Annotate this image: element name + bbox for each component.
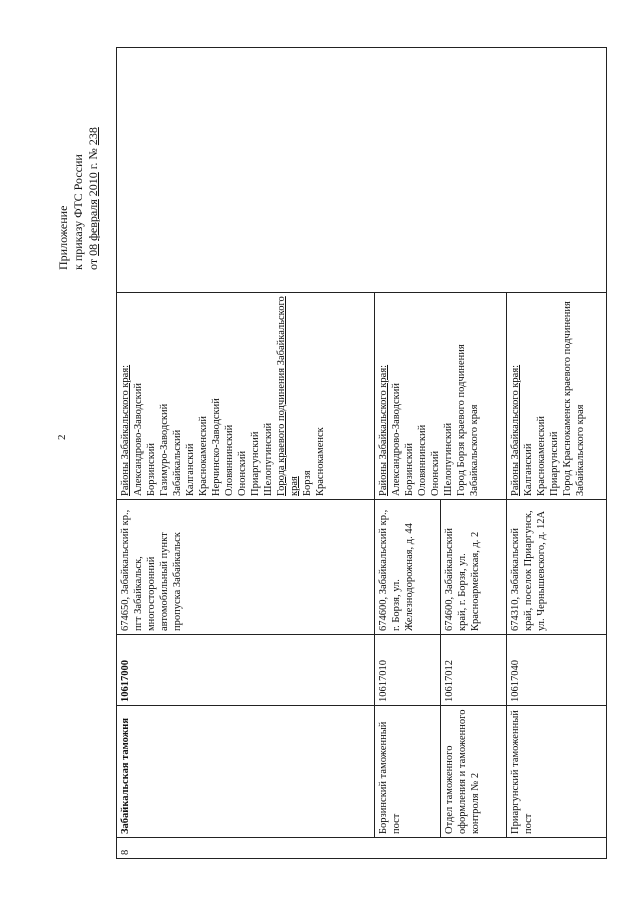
district-item: Приаргунский	[548, 431, 560, 496]
district-item: Ононский	[237, 450, 248, 496]
customs-address: 674650, Забайкальский кр., пгт Забайкальск, многосторонний автомобильный пункт пропуска Забайкальск	[117, 500, 375, 635]
district-item: Нерчинско-Заводский	[211, 398, 222, 496]
district-item: Оловяннинский	[416, 424, 428, 496]
customs-table-wrapper	[116, 47, 607, 859]
table-row-header	[117, 48, 375, 859]
appendix-header	[56, 20, 101, 270]
page-number: 2	[56, 434, 68, 440]
appendix-date-number	[86, 20, 101, 270]
appendix-order-ref: к приказу ФТС России	[71, 154, 85, 270]
otdel-name: Отдел таможенного оформления и таможенного контроля № 2	[440, 706, 506, 838]
district-item: Краснокаменский	[535, 416, 547, 496]
date-year: 2010	[86, 172, 100, 197]
district-item: Борзинский	[403, 442, 415, 496]
district-item: Александрово-Заводский	[133, 383, 144, 496]
district-heading: Районы Забайкальского края:	[509, 364, 521, 496]
priargunsk-post-code: 10617040	[506, 635, 606, 706]
district-item: Шелопугинский	[263, 422, 274, 496]
district-item: Краснокаменск	[315, 427, 326, 496]
customs-name: Забайкальская таможня	[117, 706, 375, 838]
district-heading: Районы Забайкальского края:	[120, 364, 131, 496]
district-item: Калганский	[522, 443, 534, 496]
date-prefix: от	[86, 258, 100, 270]
date-suffix: г.	[86, 162, 100, 170]
district-item: Борзинский	[146, 442, 157, 496]
customs-code: 10617000	[117, 635, 375, 706]
row-number: 8	[117, 838, 607, 859]
customs-districts	[117, 293, 375, 500]
district-item: Приаргунский	[250, 431, 261, 496]
priargunsk-post-districts	[506, 293, 606, 500]
district-item: Город Борзя краевого подчинения Забайкальского края	[455, 344, 480, 496]
district-item: Оловяннинский	[224, 424, 235, 496]
district-item: Шелопугинский	[442, 422, 454, 496]
number-prefix: №	[86, 148, 100, 160]
borzya-post-name: Борзинский таможенный пост	[374, 706, 440, 838]
district-item: Забайкальский	[172, 429, 183, 496]
district-item: Борзя	[302, 470, 313, 496]
otdel-code: 10617012	[440, 635, 506, 706]
empty-column	[117, 48, 607, 293]
date-day: 08	[86, 243, 100, 256]
appendix-title: Приложение	[56, 205, 70, 270]
borzya-post-districts	[374, 293, 506, 500]
district-subheading: Города краевого подчинения Забайкальского края	[276, 296, 300, 496]
order-number: 238	[86, 127, 100, 146]
otdel-address: 674600, Забайкальский край, г. Борзя, ул. Красноармейская, д. 2	[440, 500, 506, 635]
date-month: февраля	[86, 199, 100, 241]
district-item: Александрово-Заводский	[390, 383, 402, 496]
borzya-post-code: 10617010	[374, 635, 440, 706]
district-item: Ононский	[429, 450, 441, 496]
customs-table	[116, 47, 607, 859]
priargunsk-post-name: Приаргунский таможенный пост	[506, 706, 606, 838]
priargunsk-post-address: 674310, Забайкальский край, поселок Приаргунск, ул. Чернышевского, д. 12А	[506, 500, 606, 635]
district-item: Город Краснокаменск краевого подчинения Забайкальского края	[561, 301, 586, 496]
district-item: Газимуро-Заводский	[159, 403, 170, 496]
district-item: Краснокаменский	[198, 416, 209, 496]
district-item: Калганский	[185, 443, 196, 496]
borzya-post-address: 674600, Забайкальский кр., г. Борзя, ул. Железнодорожная, д. 44	[374, 500, 440, 635]
district-heading: Районы Забайкальского края:	[377, 364, 389, 496]
